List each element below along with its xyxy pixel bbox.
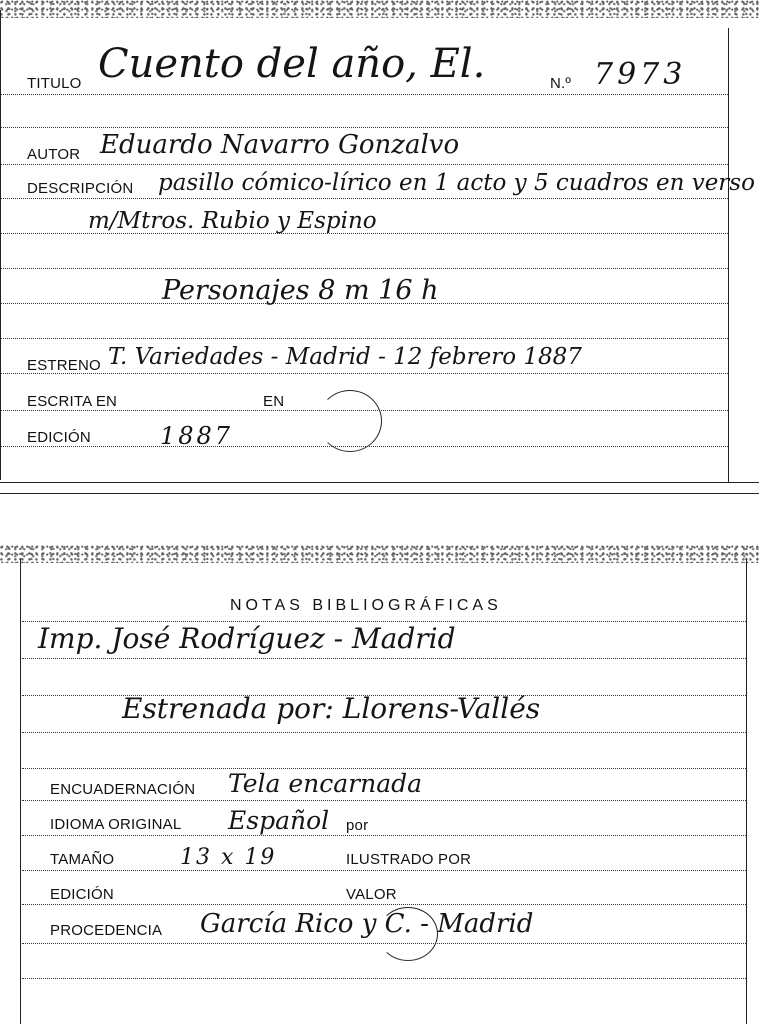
rule-blank-3 — [0, 338, 728, 339]
rule-tamano — [22, 870, 746, 871]
descripcion-label: DESCRIPCIÓN — [27, 180, 134, 197]
rule-notas-4 — [22, 732, 746, 733]
descripcion-line1: pasillo cómico-lírico en 1 acto y 5 cuadros en verso — [158, 170, 755, 196]
procedencia-value: García Rico y C. - Madrid — [200, 909, 534, 939]
ilustrado-label: ILUSTRADO POR — [346, 851, 472, 868]
encuadernacion-label: ENCUADERNACIÓN — [50, 781, 196, 798]
nota-line1: Imp. José Rodríguez - Madrid — [38, 622, 456, 655]
edicion-label: EDICIÓN — [27, 429, 91, 446]
ink-stamp — [318, 390, 382, 452]
escrita-label: ESCRITA EN — [27, 393, 118, 410]
descripcion-line2: m/Mtros. Rubio y Espino — [88, 208, 377, 234]
ink-stamp — [378, 907, 438, 961]
card-right-border — [746, 559, 747, 1024]
rule-edicion — [22, 904, 746, 905]
encuadernacion-value: Tela encarnada — [228, 769, 423, 798]
rule-notas-2 — [22, 658, 746, 659]
tamano-value: 13 x 19 — [180, 845, 277, 870]
catalog-card-back — [0, 545, 759, 1028]
nota-line2: Estrenada por: Llorens-Vallés — [122, 692, 541, 725]
rule-blank-2 — [0, 268, 728, 269]
card-bottom-edge — [0, 493, 759, 494]
idioma-label: IDIOMA ORIGINAL — [50, 816, 182, 833]
numero-value: 7973 — [594, 57, 687, 92]
autor-value: Eduardo Navarro Gonzalvo — [100, 130, 460, 160]
titulo-value: Cuento del año, El. — [98, 41, 486, 87]
numero-label: N.º — [550, 75, 572, 92]
catalog-card-front — [0, 0, 759, 495]
autor-label: AUTOR — [27, 146, 81, 163]
card-right-border — [728, 28, 729, 483]
card-edge-texture — [0, 545, 759, 563]
card-edge-texture — [0, 0, 759, 18]
en-label: EN — [263, 393, 285, 410]
estreno-value: T. Variedades - Madrid - 12 febrero 1887 — [108, 344, 582, 370]
valor-label: VALOR — [346, 886, 397, 903]
rule-estreno — [0, 373, 728, 374]
idioma-value: Español — [228, 806, 330, 835]
tamano-label: TAMAÑO — [50, 851, 115, 868]
edicion-value: 1887 — [160, 422, 234, 450]
rule-autor — [0, 164, 728, 165]
rule-titulo — [0, 94, 728, 95]
rule-encuadernacion — [22, 800, 746, 801]
rule-descripcion — [0, 198, 728, 199]
rule-blank — [22, 978, 746, 979]
personajes-value: Personajes 8 m 16 h — [162, 275, 439, 306]
rule-blank-1 — [0, 127, 728, 128]
card-left-border — [20, 559, 21, 1024]
procedencia-label: PROCEDENCIA — [50, 922, 163, 939]
estreno-label: ESTRENO — [27, 357, 101, 374]
notas-title: NOTAS BIBLIOGRÁFICAS — [230, 597, 502, 614]
titulo-label: TITULO — [27, 75, 82, 92]
rule-idioma — [22, 835, 746, 836]
edicion-label: EDICIÓN — [50, 886, 114, 903]
card-bottom-border — [0, 482, 759, 483]
por-label: por — [346, 817, 369, 834]
